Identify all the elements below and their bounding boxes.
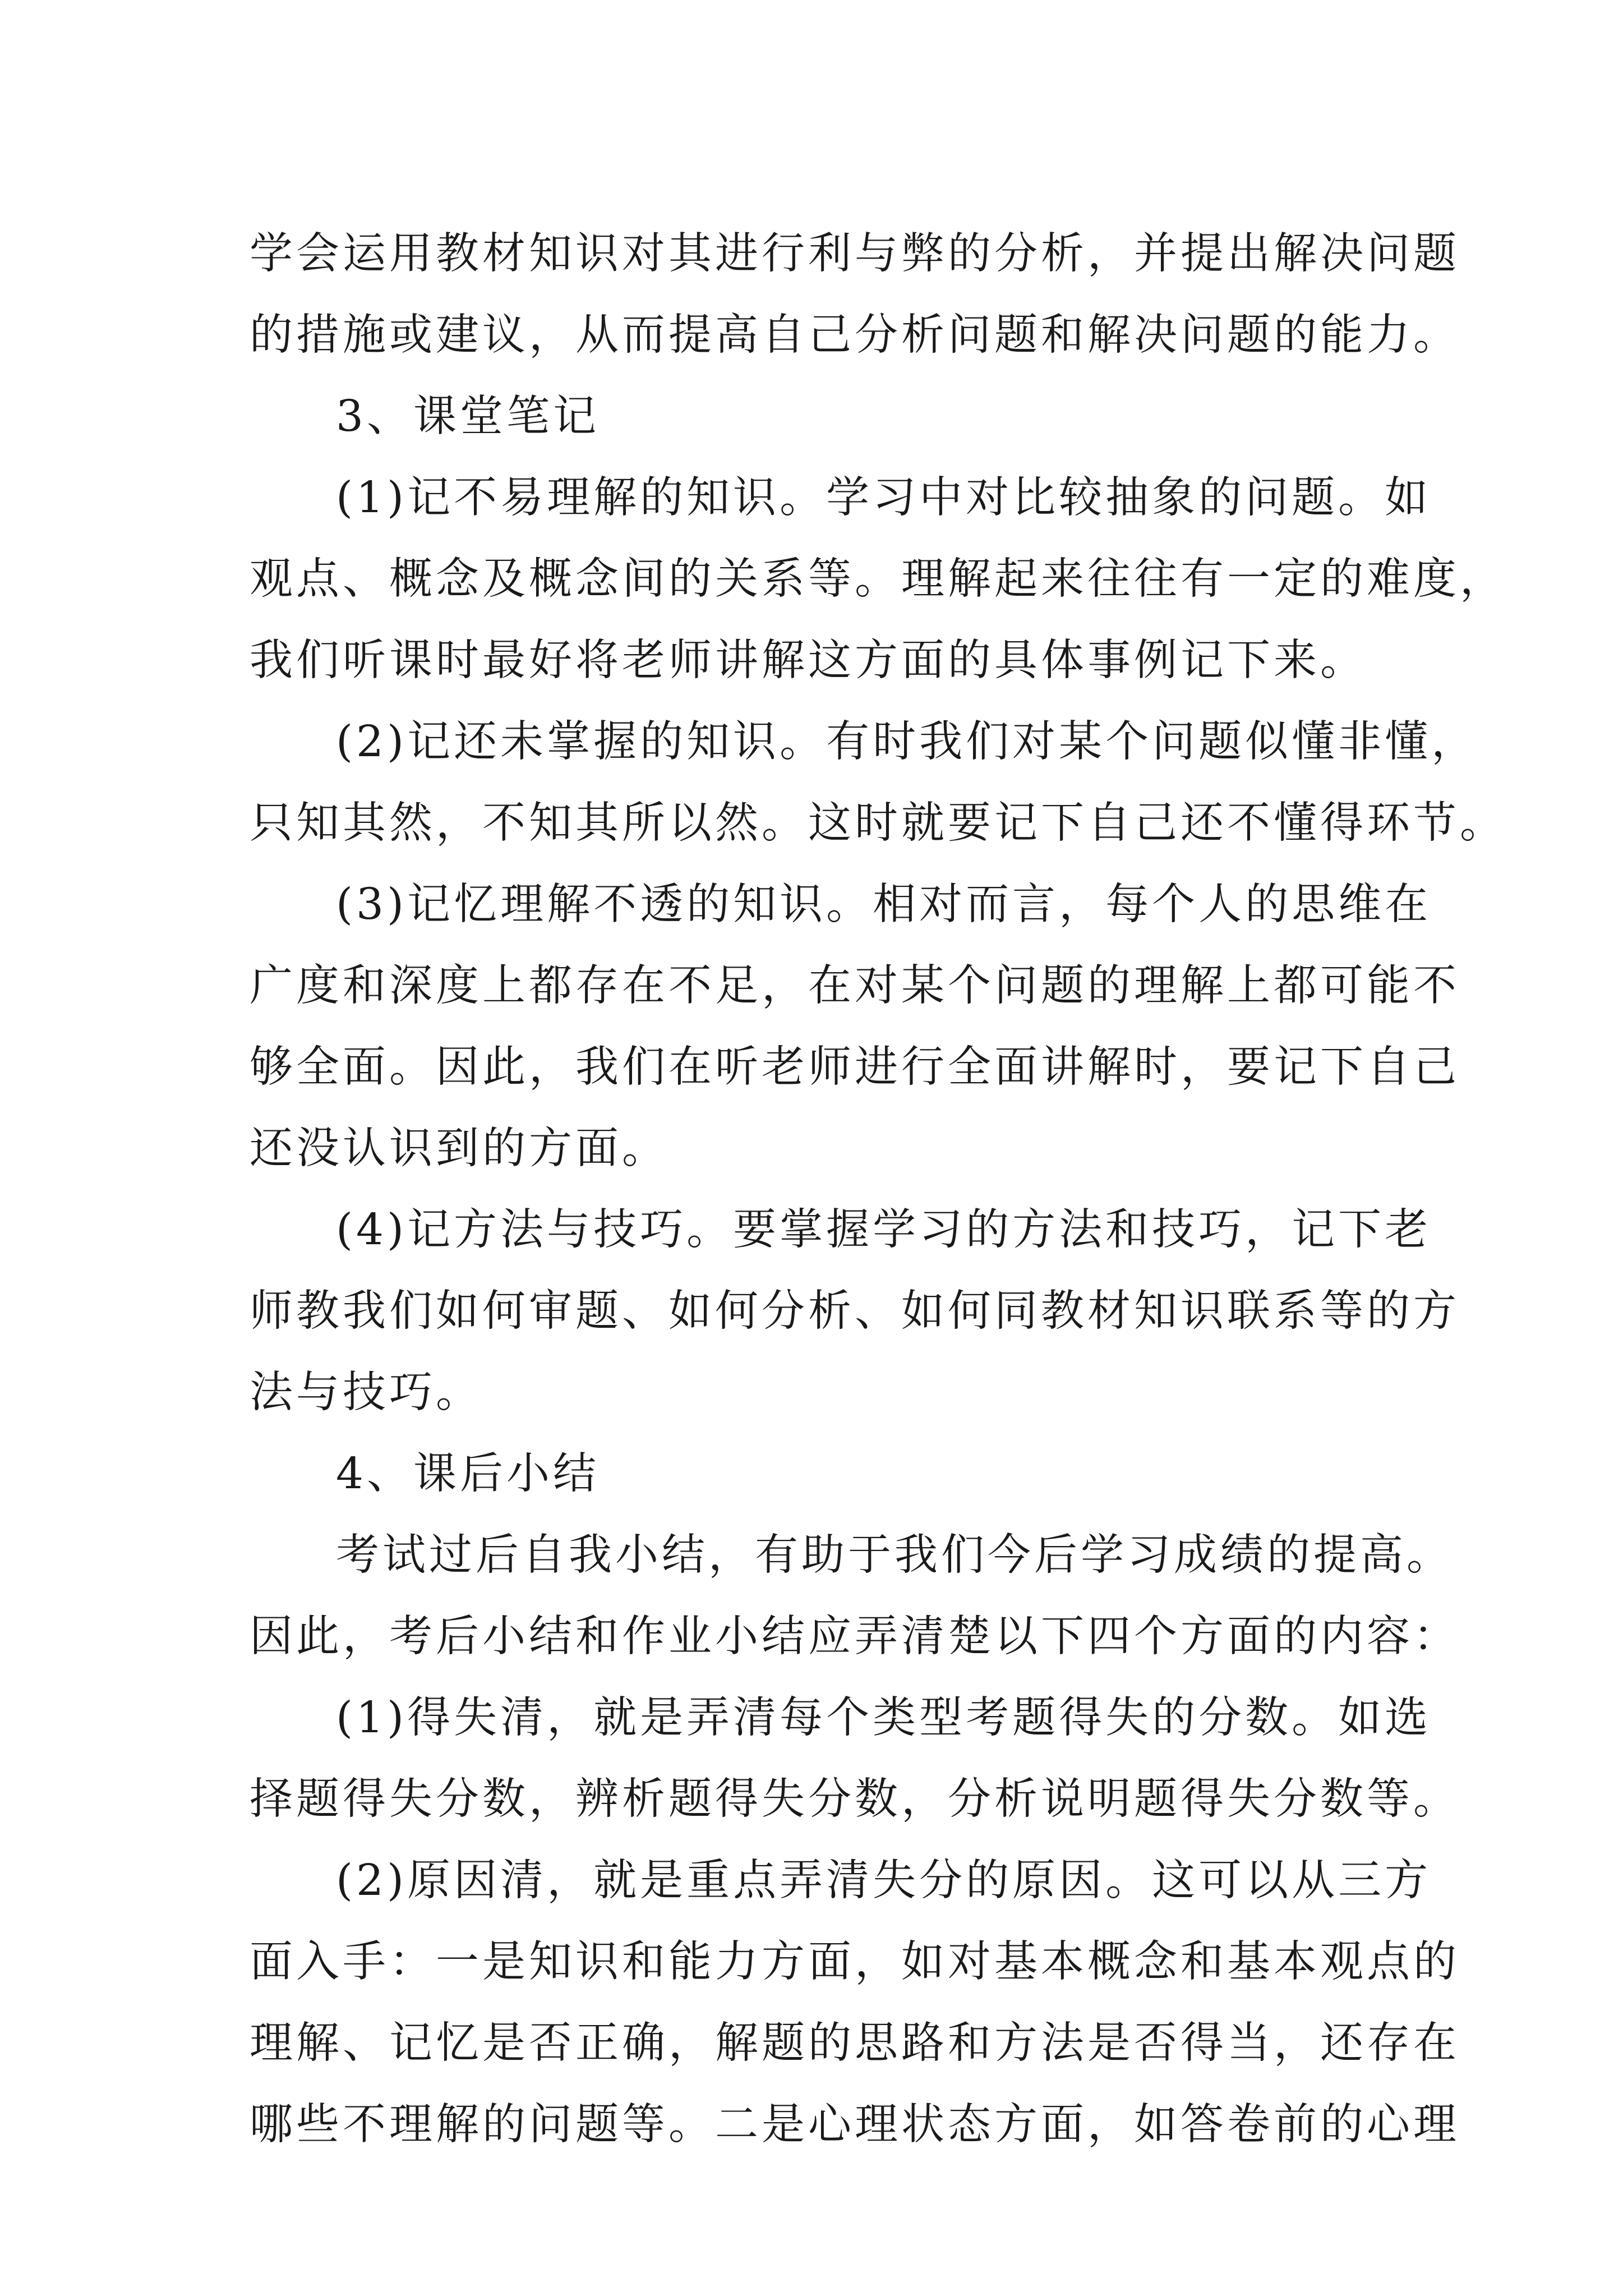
- text-line: 面入手：一是知识和能力方面，如对基本概念和基本观点的: [250, 1937, 1460, 1987]
- section-heading: 4、课后小结: [336, 1449, 600, 1499]
- text-line: 够全面。因此，我们在听老师进行全面讲解时，要记下自己: [250, 1042, 1460, 1092]
- text-line: 法与技巧。: [250, 1368, 482, 1418]
- text-line: 只知其然，不知其所以然。这时就要记下自己还不懂得环节。: [250, 798, 1506, 848]
- text-line: 因此，考后小结和作业小结应弄清楚以下四个方面的内容：: [250, 1612, 1460, 1662]
- text-line: 理解、记忆是否正确，解题的思路和方法是否得当，还存在: [250, 2018, 1460, 2068]
- text-line: (4)记方法与技巧。要掌握学习的方法和技巧，记下老: [336, 1205, 1432, 1255]
- section-heading: 3、课堂笔记: [336, 392, 600, 441]
- text-line: 我们听课时最好将老师讲解这方面的具体事例记下来。: [250, 636, 1367, 685]
- text-line: 哪些不理解的问题等。二是心理状态方面，如答卷前的心理: [250, 2100, 1460, 2150]
- text-line: 择题得失分数，辨析题得失分数，分析说明题得失分数等。: [250, 1774, 1460, 1824]
- text-line: (2)记还未掌握的知识。有时我们对某个问题似懂非懂，: [336, 717, 1478, 767]
- text-line: 师教我们如何审题、如何分析、如何同教材知识联系等的方: [250, 1286, 1460, 1336]
- text-line: (1)得失清，就是弄清每个类型考题得失的分数。如选: [336, 1693, 1432, 1743]
- text-line: 的措施或建议，从而提高自己分析问题和解决问题的能力。: [250, 310, 1460, 360]
- text-line: 观点、概念及概念间的关系等。理解起来往往有一定的难度，: [250, 554, 1506, 604]
- text-line: (3)记忆理解不透的知识。相对而言，每个人的思维在: [336, 880, 1432, 930]
- text-line: 广度和深度上都存在不足，在对某个问题的理解上都可能不: [250, 961, 1460, 1011]
- text-line: 考试过后自我小结，有助于我们今后学习成绩的提高。: [336, 1530, 1453, 1580]
- text-line: 学会运用教材知识对其进行利与弊的分析，并提出解决问题: [250, 229, 1460, 279]
- text-line: (1)记不易理解的知识。学习中对比较抽象的问题。如: [336, 473, 1432, 523]
- text-line: 还没认识到的方面。: [250, 1124, 668, 1174]
- text-line: (2)原因清，就是重点弄清失分的原因。这可以从三方: [336, 1856, 1432, 1906]
- document-body: [250, 213, 1506, 2165]
